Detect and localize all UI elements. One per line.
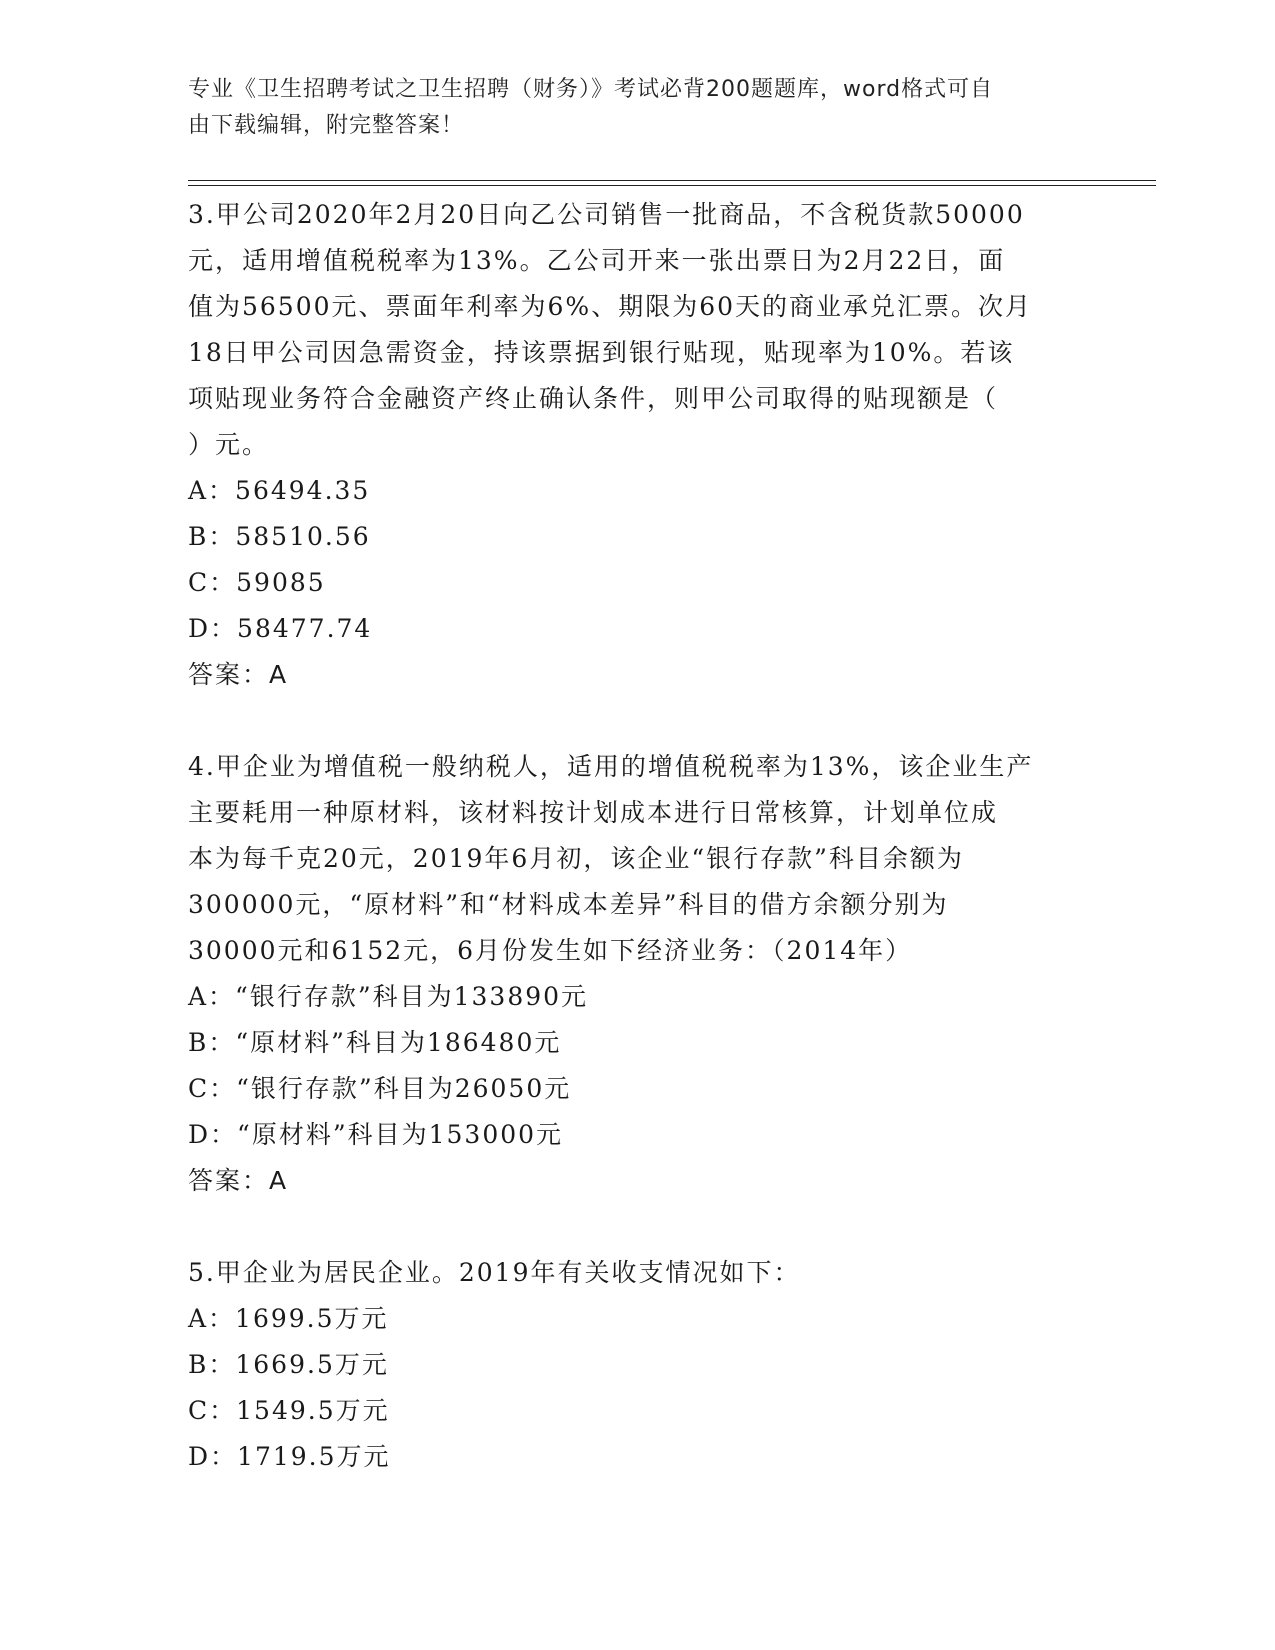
header-line-2: 由下载编辑，附完整答案！	[188, 113, 465, 138]
option-b: B：58510.56	[188, 522, 371, 551]
header-divider-top	[188, 180, 1156, 181]
option-d: D：1719.5万元	[188, 1442, 391, 1471]
question-stem-line: ）元。	[188, 430, 270, 459]
answer-line: 答案：A	[188, 1166, 289, 1195]
question-stem-line: 5.甲企业为居民企业。2019年有关收支情况如下：	[188, 1258, 801, 1287]
option-a: A：56494.35	[188, 476, 371, 505]
question-3	[188, 192, 1088, 698]
header-line-1: 专业《卫生招聘考试之卫生招聘（财务）》考试必背200题题库，word格式可自	[188, 77, 994, 102]
option-a: A：1699.5万元	[188, 1304, 389, 1333]
option-b: B：1669.5万元	[188, 1350, 389, 1379]
question-stem-line: 3.甲公司2020年2月20日向乙公司销售一批商品，不含税货款50000	[188, 200, 1025, 229]
question-5	[188, 1250, 1088, 1480]
option-d: D：58477.74	[188, 614, 373, 643]
question-stem-line: 300000元，“原材料”和“材料成本差异”科目的借方余额分别为	[188, 890, 949, 919]
option-c: C：1549.5万元	[188, 1396, 390, 1425]
header-divider-bottom	[188, 185, 1156, 186]
answer-line: 答案：A	[188, 660, 289, 689]
option-d: D：“原材料”科目为153000元	[188, 1120, 564, 1149]
question-spacer	[188, 1204, 1088, 1250]
question-stem-line: 值为56500元、票面年利率为6%、期限为60天的商业承兑汇票。次月	[188, 292, 1033, 321]
option-c: C：“银行存款”科目为26050元	[188, 1074, 572, 1103]
question-stem-line: 主要耗用一种原材料，该材料按计划成本进行日常核算，计划单位成	[188, 798, 999, 827]
question-stem-line: 元，适用增值税税率为13%。乙公司开来一张出票日为2月22日，面	[188, 246, 1006, 275]
question-stem-line: 本为每千克20元，2019年6月初，该企业“银行存款”科目余额为	[188, 844, 964, 873]
document-header	[188, 72, 1088, 144]
question-stem-line: 18日甲公司因急需资金，持该票据到银行贴现，贴现率为10%。若该	[188, 338, 1015, 367]
question-stem-line: 4.甲企业为增值税一般纳税人，适用的增值税税率为13%，该企业生产	[188, 752, 1034, 781]
option-a: A：“银行存款”科目为133890元	[188, 982, 589, 1011]
option-b: B：“原材料”科目为186480元	[188, 1028, 562, 1057]
question-spacer	[188, 698, 1088, 744]
question-stem-line: 项贴现业务符合金融资产终止确认条件，则甲公司取得的贴现额是（	[188, 384, 999, 413]
question-list	[188, 192, 1088, 1480]
question-4	[188, 744, 1088, 1204]
option-c: C：59085	[188, 568, 326, 597]
question-stem-line: 30000元和6152元，6月份发生如下经济业务：（2014年）	[188, 936, 913, 965]
